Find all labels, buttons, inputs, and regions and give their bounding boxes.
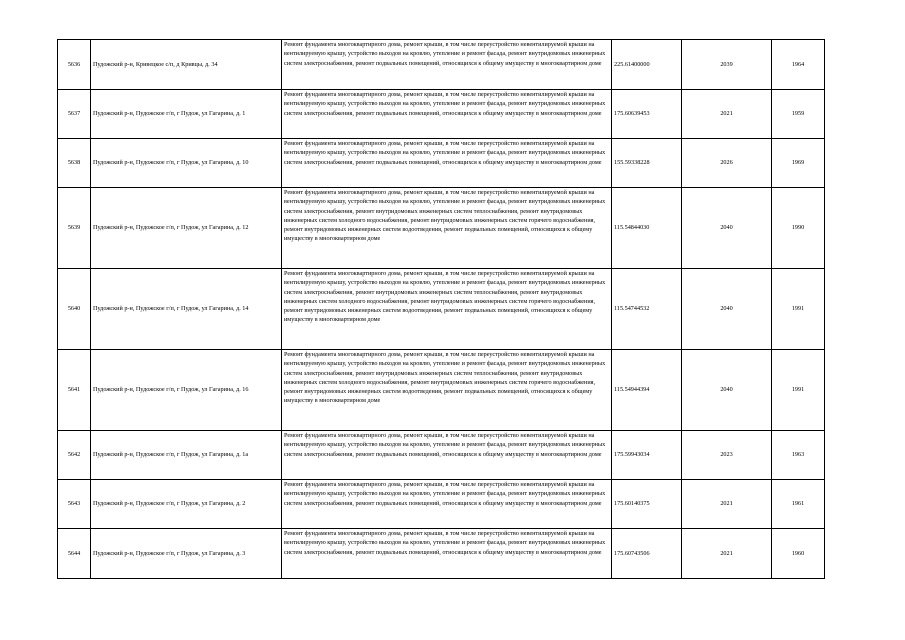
address-cell: Пудожский р-н, Пудожское г/п, г Пудож, ул Гагарина, д. 14 [91, 269, 282, 350]
plan-year-cell: 2040 [682, 350, 772, 431]
cost-cell: 175.60140375 [612, 480, 682, 529]
address-cell: Пудожский р-н, Пудожское г/п, г Пудож, ул Гагарина, д. 1а [91, 431, 282, 480]
address-cell: Пудожский р-н, Пудожское г/п, г Пудож, ул Гагарина, д. 1 [91, 90, 282, 139]
works-cell [282, 269, 612, 350]
row-number: 5639 [58, 188, 91, 269]
table-row [58, 188, 825, 269]
built-year-cell: 1991 [772, 269, 825, 350]
row-number: 5643 [58, 480, 91, 529]
registry-table-body [58, 40, 825, 579]
cost-cell: 115.54944394 [612, 350, 682, 431]
works-cell [282, 529, 612, 579]
address-cell: Пудожский р-н, Пудожское г/п, г Пудож, ул Гагарина, д. 10 [91, 139, 282, 188]
works-cell [282, 431, 612, 480]
cost-cell: 155.59338228 [612, 139, 682, 188]
address-cell: Пудожский р-н, Пудожское г/п, г Пудож, ул Гагарина, д. 2 [91, 480, 282, 529]
address-cell: Пудожский р-н, Кривецкое с/п, д Кривцы, д. 34 [91, 40, 282, 90]
plan-year-cell: 2040 [682, 269, 772, 350]
plan-year-cell: 2026 [682, 139, 772, 188]
row-number: 5637 [58, 90, 91, 139]
built-year-cell: 1959 [772, 90, 825, 139]
plan-year-cell: 2039 [682, 40, 772, 90]
works-text: Ремонт фундамента многоквартирного дома, ремонт крыши, в том числе переустройство невентилируемой крыши на вентилируемую крышу, устройство выходов на кровлю, утепление и ремонт фасада, ремонт внутридомовых инженерных систем электроснабжения, ремонт подвальных помещений, относящихся к общему имуществу в многоквартирном доме [284, 432, 606, 458]
table-row [58, 40, 825, 90]
works-cell [282, 350, 612, 431]
plan-year-cell: 2021 [682, 529, 772, 579]
registry-table [57, 39, 825, 579]
works-cell [282, 139, 612, 188]
table-row [58, 139, 825, 188]
built-year-cell: 1961 [772, 480, 825, 529]
table-row [58, 480, 825, 529]
cost-cell: 175.59943034 [612, 431, 682, 480]
works-text: Ремонт фундамента многоквартирного дома, ремонт крыши, в том числе переустройство невентилируемой крыши на вентилируемую крышу, устройство выходов на кровлю, утепление и ремонт фасада, ремонт внутридомовых инженерных систем электроснабжения, ремонт внутридомовых инженерных систем теплоснабжения, ремонт внутридомовых инженерных систем холодного водоснабжения, ремонт внутридомовых инженерных систем горячего водоснабжения, ремонт внутридомовых инженерных систем водоотведения, ремонт подвальных помещений, относящихся к общему имуществу в многоквартирном доме [284, 351, 606, 405]
built-year-cell: 1964 [772, 40, 825, 90]
address-cell: Пудожский р-н, Пудожское г/п, г Пудож, ул Гагарина, д. 12 [91, 188, 282, 269]
table-row [58, 529, 825, 579]
row-number: 5638 [58, 139, 91, 188]
row-number: 5640 [58, 269, 91, 350]
cost-cell: 115.54844030 [612, 188, 682, 269]
works-text: Ремонт фундамента многоквартирного дома, ремонт крыши, в том числе переустройство невентилируемой крыши на вентилируемую крышу, устройство выходов на кровлю, утепление и ремонт фасада, ремонт внутридомовых инженерных систем электроснабжения, ремонт подвальных помещений, относящихся к общему имуществу в многоквартирном доме [284, 530, 606, 556]
row-number: 5642 [58, 431, 91, 480]
plan-year-cell: 2021 [682, 480, 772, 529]
address-cell: Пудожский р-н, Пудожское г/п, г Пудож, ул Гагарина, д. 3 [91, 529, 282, 579]
table-row [58, 431, 825, 480]
table-row [58, 269, 825, 350]
plan-year-cell: 2023 [682, 431, 772, 480]
table-row [58, 350, 825, 431]
cost-cell: 115.54744532 [612, 269, 682, 350]
row-number: 5641 [58, 350, 91, 431]
built-year-cell: 1991 [772, 350, 825, 431]
works-text: Ремонт фундамента многоквартирного дома, ремонт крыши, в том числе переустройство невентилируемой крыши на вентилируемую крышу, устройство выходов на кровлю, утепление и ремонт фасада, ремонт внутридомовых инженерных систем электроснабжения, ремонт подвальных помещений, относящихся к общему имуществу в многоквартирном доме [284, 481, 606, 507]
works-text: Ремонт фундамента многоквартирного дома, ремонт крыши, в том числе переустройство невентилируемой крыши на вентилируемую крышу, устройство выходов на кровлю, утепление и ремонт фасада, ремонт внутридомовых инженерных систем электроснабжения, ремонт подвальных помещений, относящихся к общему имуществу в многоквартирном доме [284, 41, 606, 67]
built-year-cell: 1990 [772, 188, 825, 269]
cost-cell: 175.60743506 [612, 529, 682, 579]
row-number: 5644 [58, 529, 91, 579]
built-year-cell: 1963 [772, 431, 825, 480]
works-text: Ремонт фундамента многоквартирного дома, ремонт крыши, в том числе переустройство невентилируемой крыши на вентилируемую крышу, устройство выходов на кровлю, утепление и ремонт фасада, ремонт внутридомовых инженерных систем электроснабжения, ремонт подвальных помещений, относящихся к общему имуществу в многоквартирном доме [284, 91, 606, 117]
works-cell [282, 188, 612, 269]
row-number: 5636 [58, 40, 91, 90]
built-year-cell: 1960 [772, 529, 825, 579]
plan-year-cell: 2040 [682, 188, 772, 269]
works-cell [282, 90, 612, 139]
works-cell [282, 40, 612, 90]
works-text: Ремонт фундамента многоквартирного дома, ремонт крыши, в том числе переустройство невентилируемой крыши на вентилируемую крышу, устройство выходов на кровлю, утепление и ремонт фасада, ремонт внутридомовых инженерных систем электроснабжения, ремонт внутридомовых инженерных систем теплоснабжения, ремонт внутридомовых инженерных систем холодного водоснабжения, ремонт внутридомовых инженерных систем горячего водоснабжения, ремонт внутридомовых инженерных систем водоотведения, ремонт подвальных помещений, относящихся к общему имуществу в многоквартирном доме [284, 189, 606, 243]
works-text: Ремонт фундамента многоквартирного дома, ремонт крыши, в том числе переустройство невентилируемой крыши на вентилируемую крышу, устройство выходов на кровлю, утепление и ремонт фасада, ремонт внутридомовых инженерных систем электроснабжения, ремонт внутридомовых инженерных систем теплоснабжения, ремонт внутридомовых инженерных систем холодного водоснабжения, ремонт внутридомовых инженерных систем горячего водоснабжения, ремонт внутридомовых инженерных систем водоотведения, ремонт подвальных помещений, относящихся к общему имуществу в многоквартирном доме [284, 270, 606, 324]
built-year-cell: 1969 [772, 139, 825, 188]
address-cell: Пудожский р-н, Пудожское г/п, г Пудож, ул Гагарина, д. 16 [91, 350, 282, 431]
works-cell [282, 480, 612, 529]
table-row [58, 90, 825, 139]
works-text: Ремонт фундамента многоквартирного дома, ремонт крыши, в том числе переустройство невентилируемой крыши на вентилируемую крышу, устройство выходов на кровлю, утепление и ремонт фасада, ремонт внутридомовых инженерных систем электроснабжения, ремонт подвальных помещений, относящихся к общему имуществу в многоквартирном доме [284, 140, 606, 166]
cost-cell: 225.61400000 [612, 40, 682, 90]
cost-cell: 175.60639453 [612, 90, 682, 139]
plan-year-cell: 2021 [682, 90, 772, 139]
